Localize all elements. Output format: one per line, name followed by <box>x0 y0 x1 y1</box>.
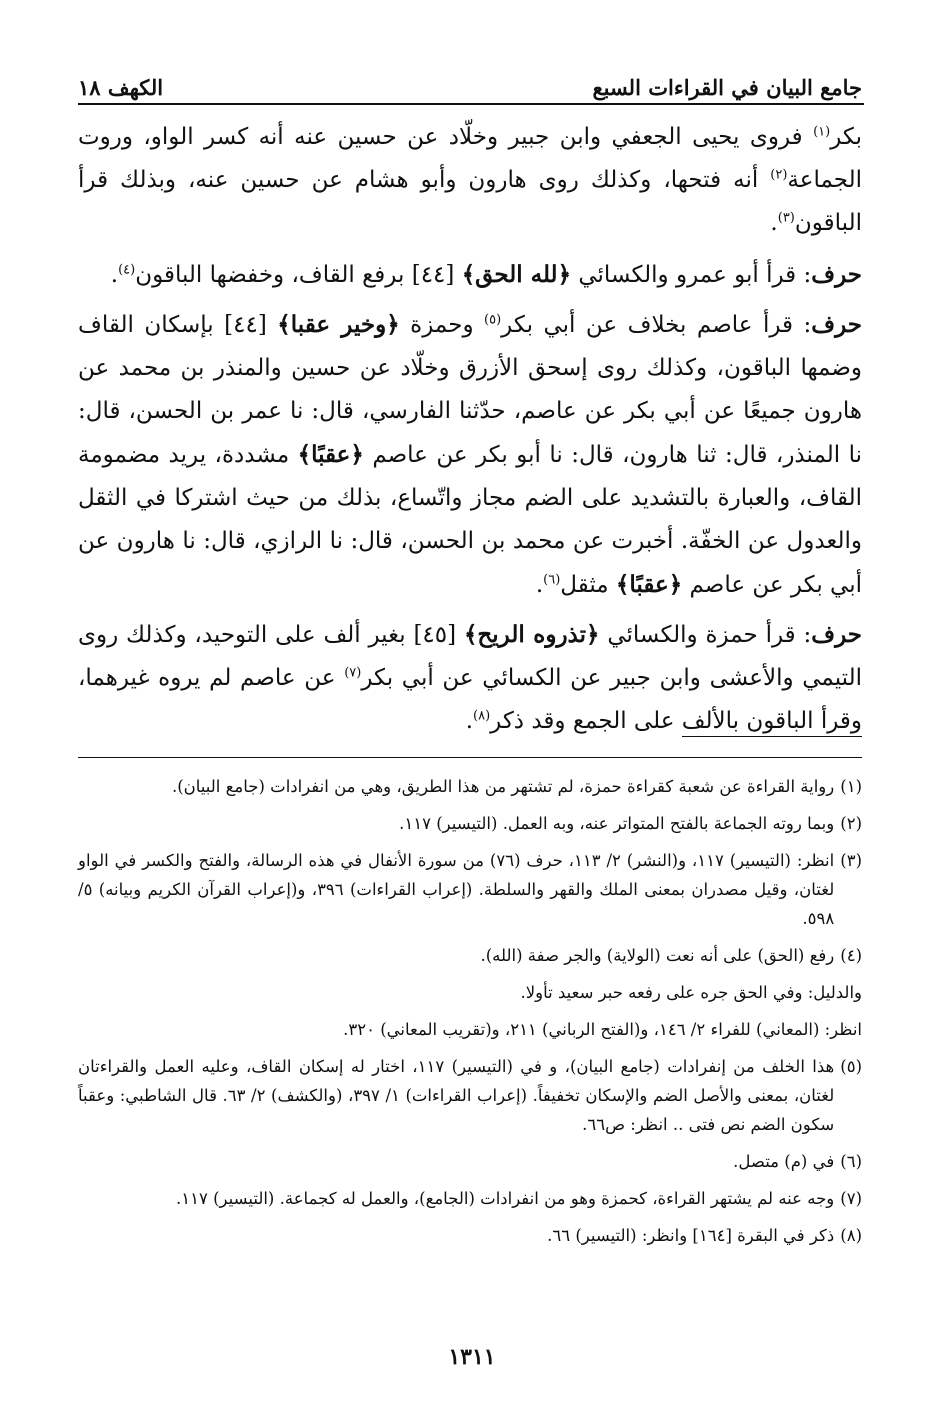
quran-quote: ﴿وخير عقبا﴾ <box>277 311 400 338</box>
footnote-divider <box>78 757 862 758</box>
footnote-6 <box>78 1147 862 1176</box>
footnote-text: ذكر في البقرة [١٦٤] وانظر: (التيسير) ٦٦. <box>547 1226 835 1245</box>
footnote-ref: (١) <box>813 124 831 140</box>
harf-keyword: حرف <box>811 621 862 648</box>
book-title: جامع البيان في القراءات السبع <box>592 75 862 100</box>
harf-keyword: حرف <box>811 261 862 288</box>
footnote-text: رواية القراءة عن شعبة كقراءة حمزة، لم تشتهر من هذا الطريق، وهي من انفرادات (جامع البيان). <box>171 777 835 796</box>
footnote-8 <box>78 1221 862 1250</box>
quran-quote: ﴿عقبًا﴾ <box>615 571 683 598</box>
footnote-7 <box>78 1184 862 1213</box>
footnote-2 <box>78 809 862 838</box>
footnote-1 <box>78 772 862 801</box>
footnotes <box>78 772 862 1258</box>
footnote-text: هذا الخلف من إنفرادات (جامع البيان)، و في (التيسير) ١١٧، اختار له إسكان القاف، وعليه العمل والقراءتان لغتان، بمعنى والأصل الضم والإسكان تخفيفاً. (إعراب القراءات) ١/ ٣٩٧، (والكشف) ٢/ ٦٣. قال الشاطبي: وعقباً سكون الضم نص فتى .. انظر: ص٦٦. <box>78 1057 835 1134</box>
page-number: ١٣١١ <box>448 1344 496 1370</box>
footnote-text: في (م) متصل. <box>733 1152 835 1171</box>
main-text <box>78 116 862 749</box>
footnote-ref: (٣) <box>777 210 795 226</box>
footnote-number: (١) <box>840 777 862 796</box>
paragraph-1: بكر$^{(١)}$ فروى يحيى الجعفي وابن جبير وخلّاد عن حسين عنه أنه كسر الواو، وروت الجماعة$^{(٢)}$ أنه فتحها، وكذلك روى هارون وأبو هشام عن حسين عنه، وبذلك قرأ الباقون$^{(٣)}$. <box>78 124 862 236</box>
footnote-number: (٣) <box>840 851 862 870</box>
footnote-number: (٢) <box>840 814 862 833</box>
footnote-text: انظر: (التيسير) ١١٧، و(النشر) ٢/ ١١٣، حرف (٧٦) من سورة الأنفال في هذه الرسالة، والفتح والكسر في الواو لغتان، وقيل مصدران بمعنى الملك والقهر والسلطة. (إعراب القراءات) ٣٩٦، و(إعراب القرآن الكريم وبيانه) ٥/ ٥٩٨. <box>78 851 835 928</box>
footnote-5 <box>78 1052 862 1139</box>
paragraph-2: حرف: قرأ أبو عمرو والكسائي ﴿لله الحق﴾ [٤٤] برفع القاف، وخفضها الباقون$^{(٤)}$. <box>110 261 862 288</box>
footnote-ref: (٦) <box>543 572 561 588</box>
footnote-number: (٥) <box>840 1057 862 1076</box>
footnote-3 <box>78 846 862 933</box>
footnote-4 <box>78 941 862 970</box>
footnote-ref: (٢) <box>770 167 788 183</box>
footnote-number: (٤) <box>840 946 862 965</box>
footnote-ref: (٨) <box>473 708 491 724</box>
footnote-ref: (٥) <box>484 312 502 328</box>
footnote-text: وبما روته الجماعة بالفتح المتواتر عنه، وبه العمل. (التيسير) ١١٧. <box>399 814 835 833</box>
surah-label: الكهف ١٨ <box>78 75 164 100</box>
underlined-phrase: وقرأ الباقون بالألف <box>682 708 862 737</box>
footnote-number: (٦) <box>840 1152 862 1171</box>
quran-quote: ﴿تذروه الريح﴾ <box>463 621 600 648</box>
footnote-ref: (٤) <box>118 262 136 278</box>
quran-quote: ﴿لله الحق﴾ <box>461 261 572 288</box>
footnote-ref: (٧) <box>344 665 362 681</box>
footnote-text: وجه عنه لم يشتهر القراءة، كحمزة وهو من انفرادات (الجامع)، والعمل له كجماعة. (التيسير) ١١٧. <box>176 1189 835 1208</box>
harf-keyword: حرف <box>811 311 863 338</box>
quran-quote: ﴿عقبًا﴾ <box>297 441 364 468</box>
footnote-number: (٧) <box>840 1189 862 1208</box>
footnote-number: (٨) <box>840 1226 862 1245</box>
paragraph-4: حرف: قرأ حمزة والكسائي ﴿تذروه الريح﴾ [٤٥] بغير ألف على التوحيد، وكذلك روى التيمي والأعشى وابن جبير عن الكسائي عن أبي بكر$^{(٧)}$ عن عاصم لم يروه غيرهما، وقرأ الباقون بالألف على الجمع وقد ذكر$^{(٨)}$. <box>78 613 862 743</box>
paragraph-3: حرف: قرأ عاصم بخلاف عن أبي بكر$^{(٥)}$ وحمزة ﴿وخير عقبا﴾ [٤٤] بإسكان القاف وضمها الباقون، وكذلك روى إسحق الأزرق وخلّاد عن حسين والمنذر بن محمد عن هارون جميعًا عن أبي بكر عن عاصم، حدّثنا الفارسي، قال: نا عمر بن الحسن، قال: نا المنذر، قال: ثنا هارون، قال: نا أبو بكر عن عاصم ﴿عقبًا﴾ مشددة، يريد مضمومة القاف، والعبارة بالتشديد على الضم مجاز واتّساع، بذلك من حيث اشتركا في الثقل والعدول عن الخفّة. أخبرت عن محمد بن الحسن، قال: نا الرازي، قال: نا هارون عن أبي بكر عن عاصم ﴿عقبًا﴾ مثقل$^{(٦)}$. <box>78 311 863 598</box>
footnote-4-evidence: والدليل: وفي الحق جره على رفعه حبر سعيد تأولا. <box>520 983 862 1002</box>
footnote-text: رفع (الحق) على أنه نعت (الولاية) والجر صفة (الله). <box>480 946 835 965</box>
running-header <box>78 62 862 100</box>
header-divider <box>78 103 864 105</box>
footnote-4-references: انظر: (المعاني) للفراء ٢/ ١٤٦، و(الفتح الرباني) ٢١١، و(تقريب المعاني) ٣٢٠. <box>343 1020 862 1039</box>
